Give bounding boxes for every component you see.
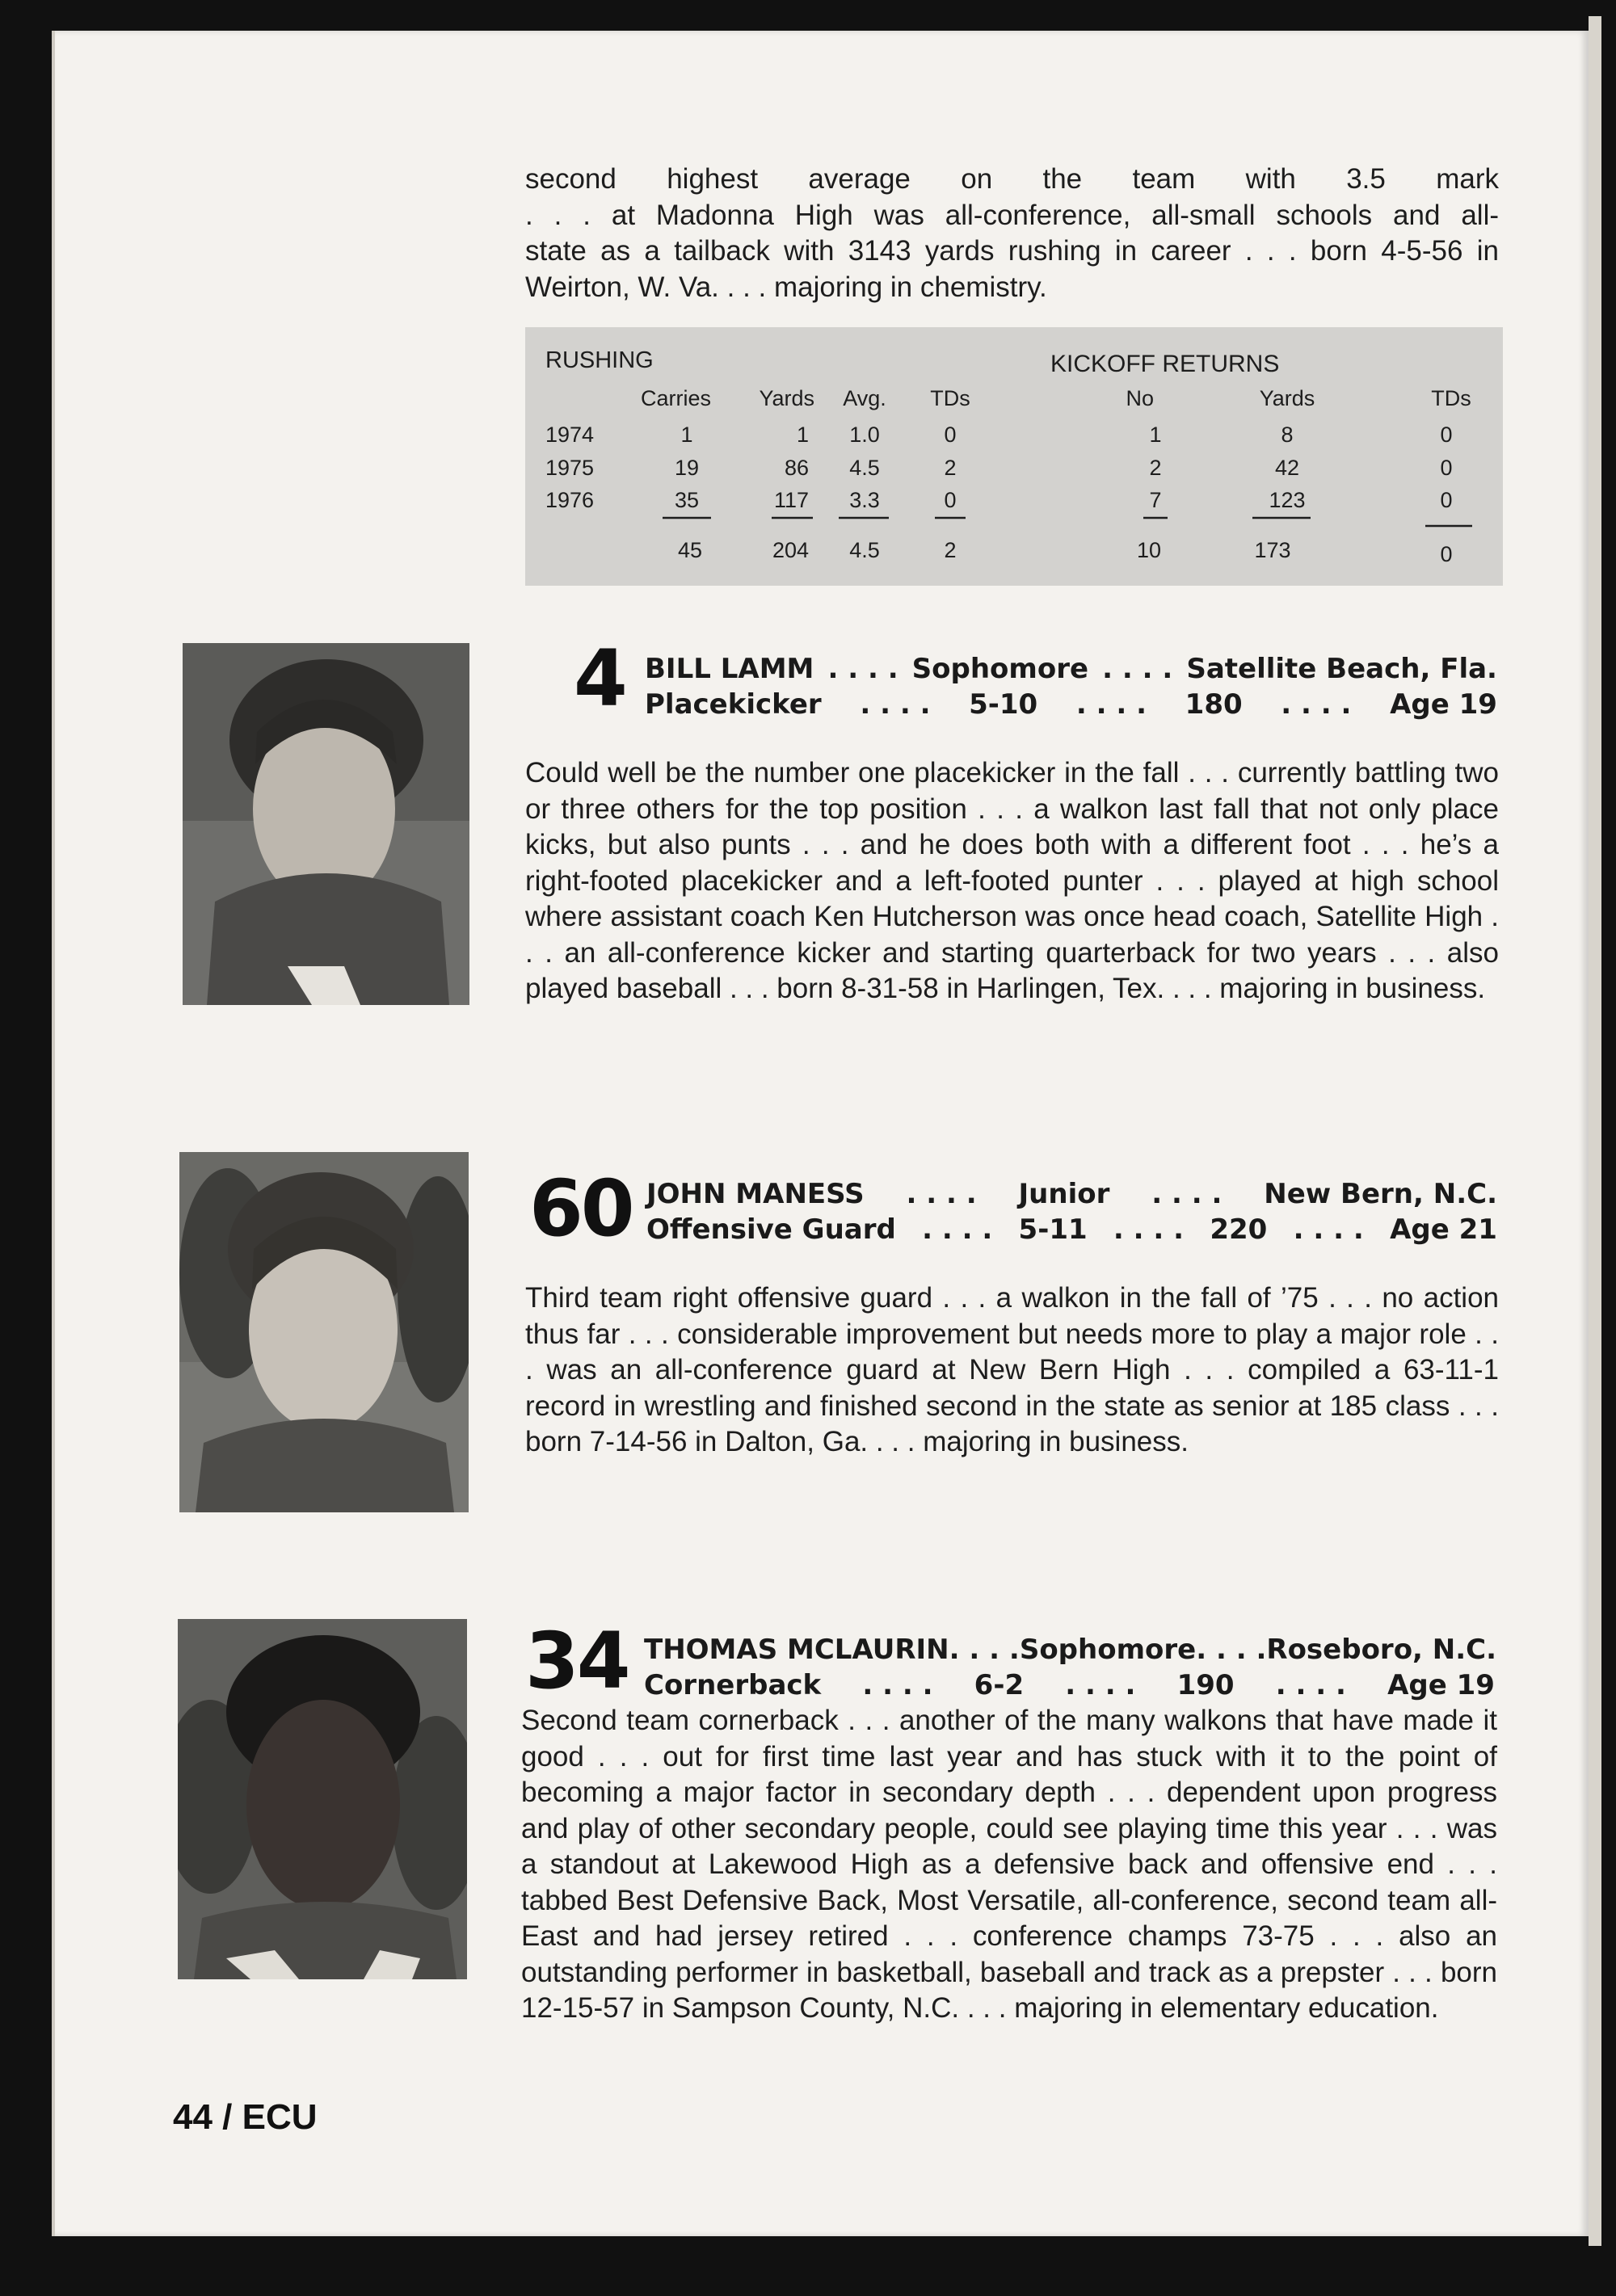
player-photo-john-maness: [179, 1152, 469, 1512]
player-height: 5-11: [1018, 1213, 1088, 1246]
player-position: Cornerback: [644, 1669, 822, 1701]
player-bio: Third team right offensive guard . . . a walkon in the fall of ’75 . . . no action thus far . . . considerable improvement but needs more to play a major role . . . was an all-conference guard at New Bern High . . . compiled a 63-11-1 record in wrestling and finished second in the state as senior at 185 class . . . born 7-14-56 in Dalton, Ga. . . . majoring in business.: [525, 1282, 1499, 1457]
kickoff-yards: 123: [1269, 488, 1306, 512]
kickoff-tds: 0: [1440, 423, 1453, 447]
player-header-line1: [646, 1176, 1497, 1212]
player-weight: 190: [1176, 1669, 1235, 1701]
player-name: BILL LAMM: [645, 653, 814, 685]
dot-leader: . . . .: [1281, 688, 1352, 721]
player-name: JOHN MANESS: [646, 1178, 865, 1210]
rushing-header-tds: TDs: [930, 386, 970, 410]
player-age: Age 19: [1387, 1669, 1495, 1701]
page-right-edge: [1589, 16, 1601, 2246]
rushing-yards: 86: [784, 456, 809, 480]
dot-leader: . . . .: [922, 1213, 993, 1246]
kickoff-no: 2: [1149, 456, 1162, 480]
player-height: 5-10: [969, 688, 1038, 721]
player-age: Age 21: [1390, 1213, 1497, 1246]
dot-leader: . . . .: [827, 653, 898, 685]
player-photo-bill-lamm: [183, 643, 469, 1005]
player-class: Sophomore: [911, 653, 1089, 685]
player-position: Placekicker: [645, 688, 822, 721]
dot-leader: . . . .: [949, 1634, 1020, 1666]
player-hometown: New Bern, N.C.: [1264, 1178, 1497, 1210]
kickoff-total-yards: 173: [1254, 538, 1291, 562]
kickoff-returns-title: KICKOFF RETURNS: [1050, 351, 1280, 377]
dot-leader: . . . .: [906, 1178, 977, 1210]
kickoff-no: 1: [1149, 423, 1162, 447]
kickoff-header-no: No: [1126, 386, 1154, 410]
dot-leader: . . . .: [1102, 653, 1173, 685]
player-hometown: Roseboro, N.C.: [1266, 1634, 1497, 1666]
kickoff-total-no: 10: [1136, 538, 1162, 562]
rushing-total-avg: 4.5: [849, 538, 880, 562]
rushing-carries: 1: [680, 423, 693, 447]
dot-leader: . . . .: [1275, 1669, 1346, 1701]
rushing-title: RUSHING: [545, 347, 654, 373]
dot-leader: . . . .: [1075, 688, 1147, 721]
player-bio: Could well be the number one placekicker in the fall . . . currently battling two or three others for the top position . . . a walkon last fall that not only place kicks, but also punts . . . and he does both with a different foot . . . he’s a right-footed placekicker and a left-footed punter . . . played at high school where assistant coach Ken Hutcherson was once head coach, Satellite High . . . an all-conference kicker and starting quarterback for two years . . . also played baseball . . . born 8-31-58 in Harlingen, Tex. . . . majoring in business.: [525, 757, 1499, 1004]
page-footer: 44 / ECU: [173, 2097, 318, 2137]
rushing-tds: 0: [944, 423, 957, 447]
dot-leader: . . . .: [1293, 1213, 1364, 1246]
rushing-header-yards: Yards: [759, 386, 814, 410]
kickoff-yards: 8: [1281, 423, 1294, 447]
rushing-avg: 1.0: [849, 423, 880, 447]
player-hometown: Satellite Beach, Fla.: [1186, 653, 1497, 685]
player-name: THOMAS MCLAURIN: [644, 1634, 949, 1666]
rushing-total-tds: 2: [944, 538, 957, 562]
row-year: 1976: [545, 488, 595, 512]
kickoff-total-tds: 0: [1440, 542, 1453, 566]
dot-leader: . . . .: [1065, 1669, 1136, 1701]
rushing-avg: 3.3: [849, 488, 880, 512]
jersey-number: 4: [574, 633, 625, 724]
stats-row: [545, 423, 1453, 447]
kickoff-tds: 0: [1440, 456, 1453, 480]
intro-line: Weirton, W. Va. . . . majoring in chemistry.: [525, 271, 1047, 303]
rushing-tds: 0: [944, 488, 957, 512]
rushing-total-yards: 204: [772, 538, 809, 562]
dot-leader: . . . .: [1196, 1634, 1267, 1666]
player-header-line1: [645, 651, 1497, 687]
rushing-total-carries: 45: [677, 538, 703, 562]
intro-line: second highest average on the team with 3.5 mark: [525, 163, 1499, 195]
player-age: Age 19: [1390, 688, 1497, 721]
stats-totals-row: [678, 538, 1453, 566]
rushing-yards: 117: [773, 488, 809, 512]
row-year: 1975: [545, 456, 595, 480]
rushing-header-carries: Carries: [640, 386, 711, 410]
player-header-line2: [644, 1667, 1495, 1703]
player-class: Sophomore: [1019, 1634, 1197, 1666]
intro-paragraph: [525, 162, 1499, 305]
player-height: 6-2: [974, 1669, 1025, 1701]
player-bio: Second team cornerback . . . another of the many walkons that have made it good . . . out for first time last year and has stuck with it to the point of becoming a major factor in secondary depth . . . dependent upon progress and play of other secondary people, could see playing time this year . . . was a standout at Lakewood High as a defensive back and offensive end . . . tabbed Best Defensive Back, Most Versatile, all-conference, second team all-East and had jersey retired . . . conference champs 73-75 . . . also an outstanding performer in basketball, baseball and track as a prepster . . . born 12-15-57 in Sampson County, N.C. . . . majoring in elementary education.: [521, 1705, 1497, 2024]
kickoff-header-yards: Yards: [1259, 386, 1315, 410]
kickoff-header-tds: TDs: [1431, 386, 1471, 410]
kickoff-yards: 42: [1274, 456, 1300, 480]
stats-row: [545, 456, 1453, 480]
dot-leader: . . . .: [1151, 1178, 1223, 1210]
player-header-line2: [645, 687, 1497, 722]
rushing-header-avg: Avg.: [843, 386, 886, 410]
intro-line: state as a tailback with 3143 yards rushing in career . . . born 4-5-56 in: [525, 235, 1499, 267]
jersey-number: 34: [525, 1616, 629, 1706]
jersey-number: 60: [529, 1163, 633, 1254]
stats-row: [545, 488, 1453, 512]
player-header-line1: [644, 1632, 1495, 1667]
dot-leader: . . . .: [1113, 1213, 1185, 1246]
rushing-yards: 1: [796, 423, 809, 447]
player-weight: 180: [1185, 688, 1243, 721]
total-rules: [663, 518, 1472, 526]
rushing-carries: 19: [674, 456, 700, 480]
rushing-tds: 2: [944, 456, 957, 480]
player-photo-thomas-mclaurin: [178, 1619, 467, 1979]
stats-table: [525, 327, 1503, 586]
dot-leader: . . . .: [862, 1669, 933, 1701]
player-class: Junior: [1018, 1178, 1110, 1210]
dot-leader: . . . .: [860, 688, 931, 721]
player-weight: 220: [1210, 1213, 1268, 1246]
kickoff-tds: 0: [1440, 488, 1453, 512]
intro-line: . . . at Madonna High was all-conference, all-small schools and all-: [525, 199, 1499, 231]
rushing-avg: 4.5: [849, 456, 880, 480]
rushing-carries: 35: [674, 488, 700, 512]
player-position: Offensive Guard: [646, 1213, 896, 1246]
kickoff-no: 7: [1149, 488, 1162, 512]
row-year: 1974: [545, 423, 595, 447]
player-header-line2: [646, 1212, 1497, 1247]
